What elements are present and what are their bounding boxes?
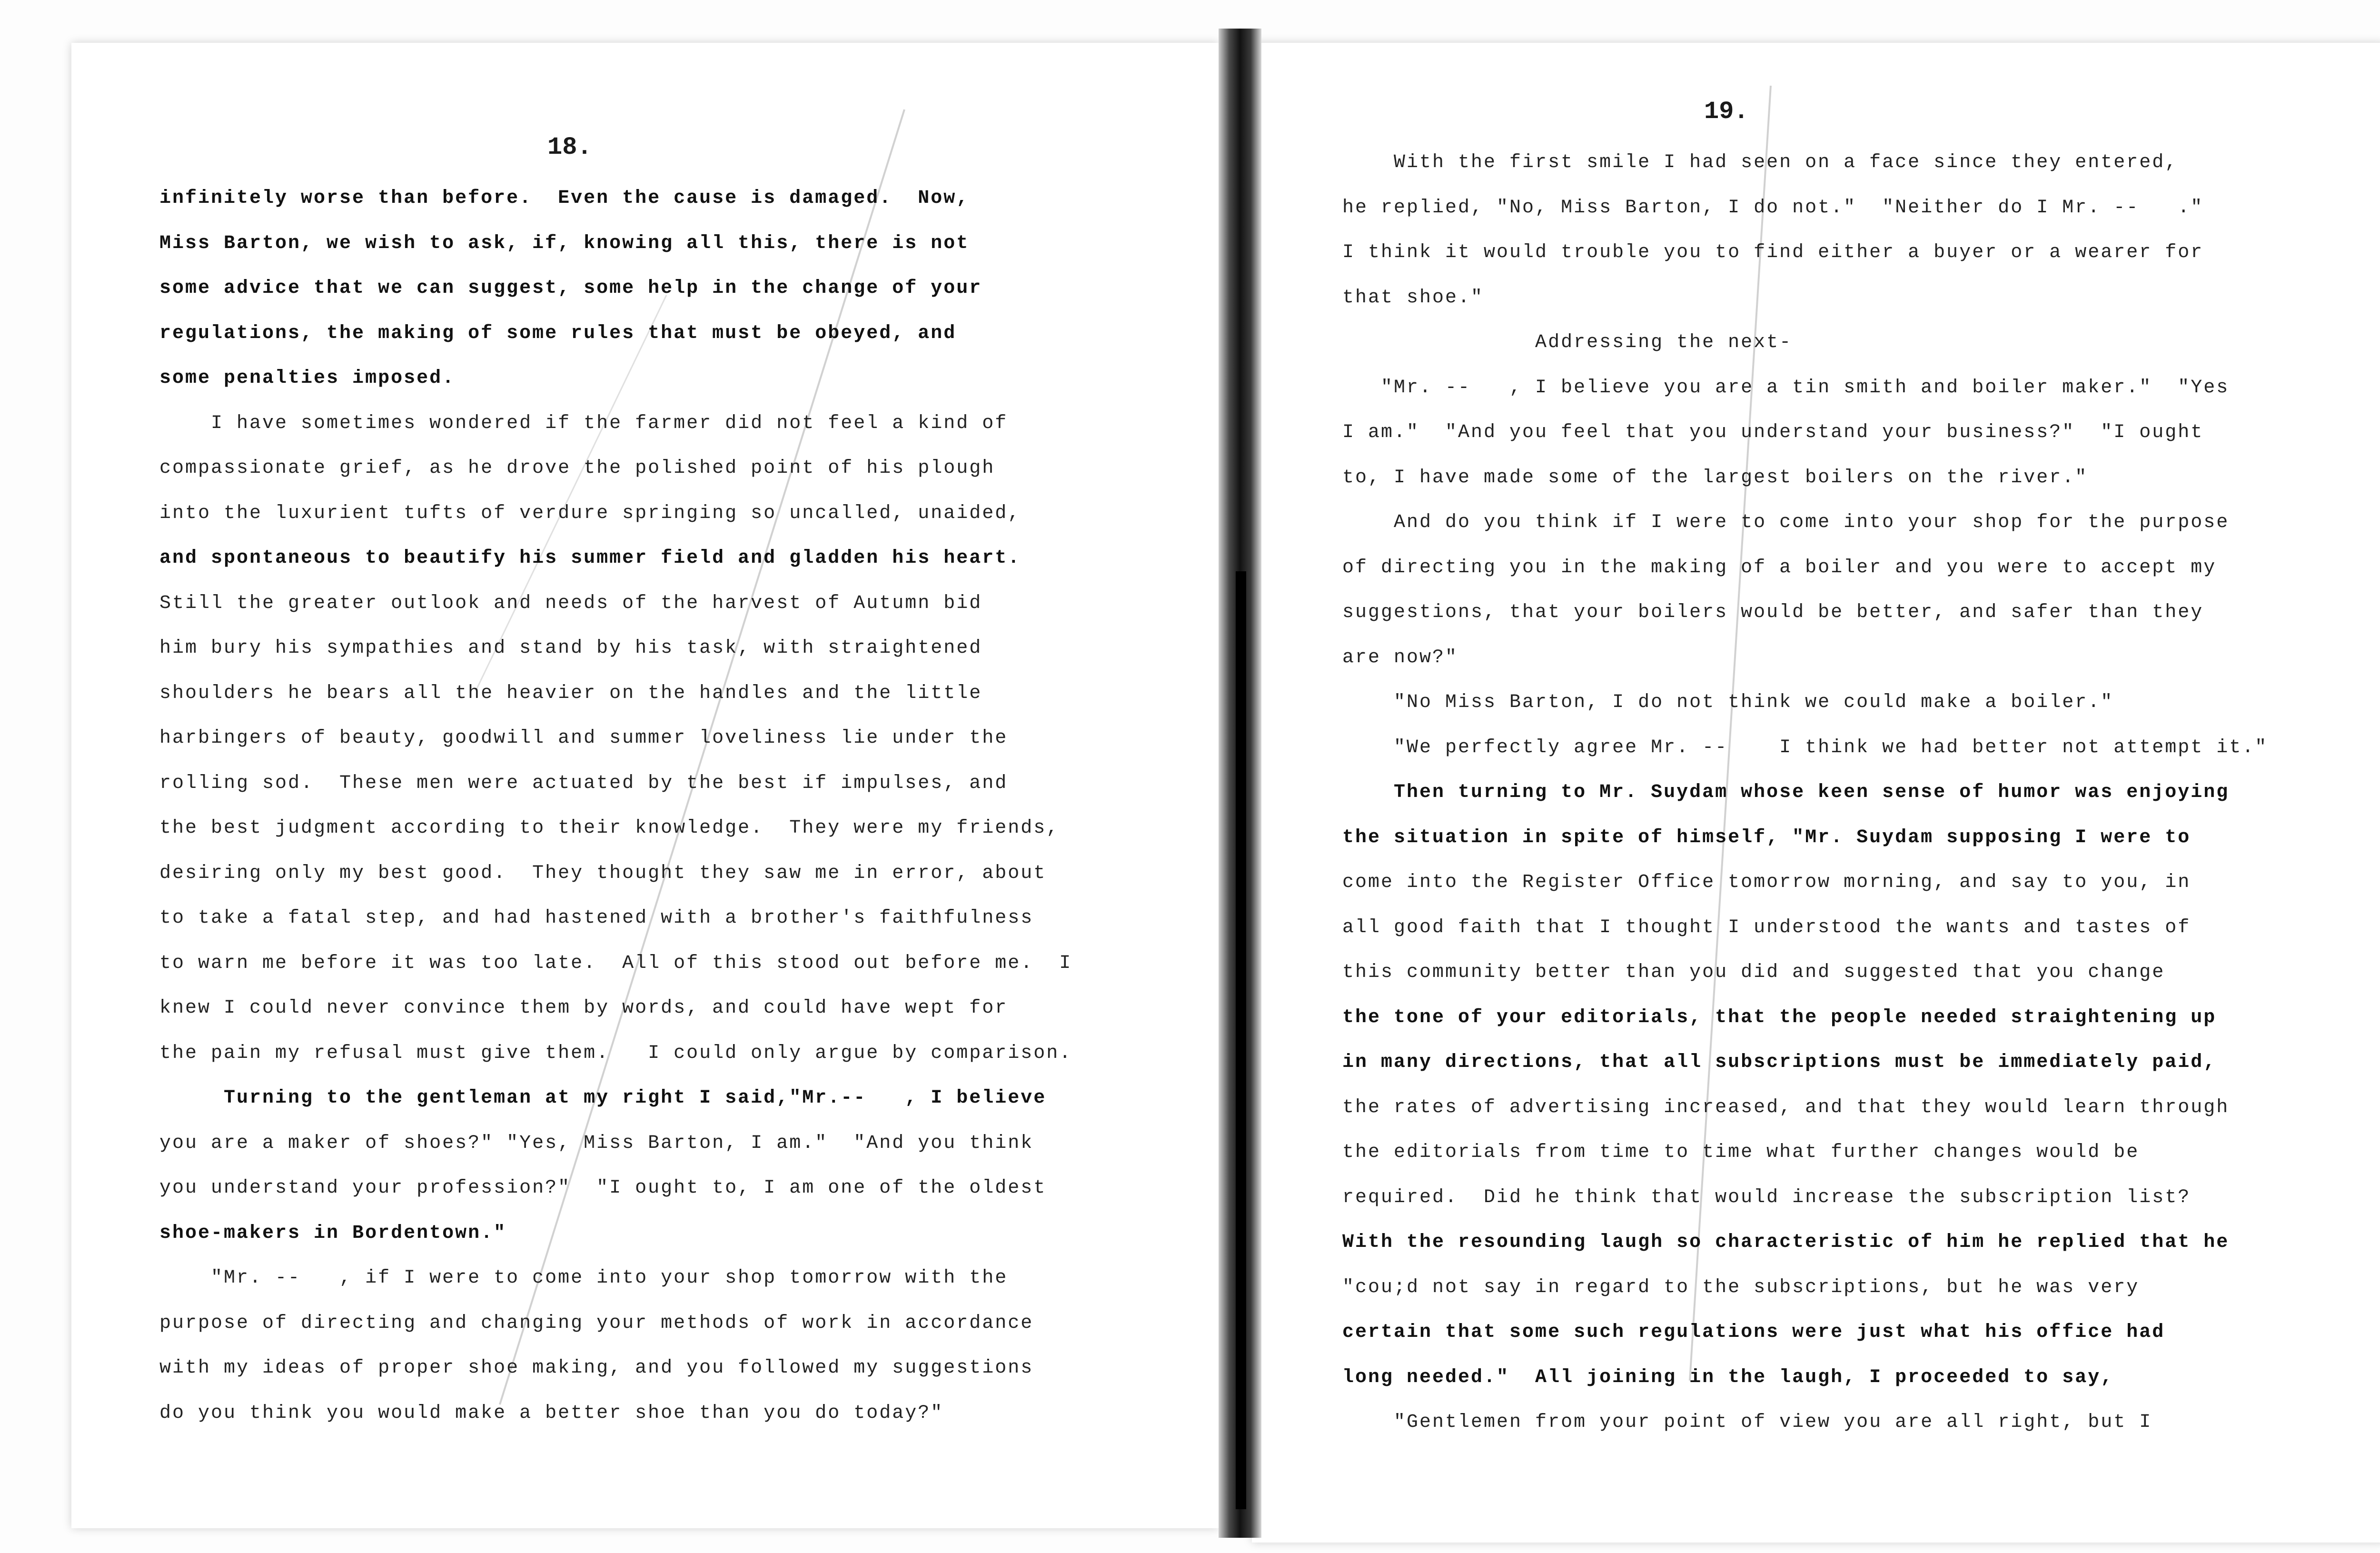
text-line: infinitely worse than before. Even the cause is damaged. Now, bbox=[159, 188, 970, 209]
text-line: "No Miss Barton, I do not think we could make a boiler." bbox=[1342, 692, 2114, 713]
text-line: do you think you would make a better shoe than you do today?" bbox=[159, 1402, 944, 1424]
text-line: "Mr. -- , I believe you are a tin smith and boiler maker." "Yes bbox=[1342, 377, 2230, 398]
text-line: certain that some such regulations were just what his office had bbox=[1342, 1322, 2165, 1343]
text-line: shoulders he bears all the heavier on the handles and the little bbox=[159, 682, 982, 704]
text-line: the rates of advertising increased, and that they would learn through bbox=[1342, 1096, 2230, 1118]
text-line: the best judgment according to their knowledge. They were my friends, bbox=[159, 817, 1060, 839]
text-line: And do you think if I were to come into your shop for the purpose bbox=[1342, 512, 2230, 533]
text-line: With the first smile I had seen on a face since they entered, bbox=[1342, 152, 2178, 173]
text-line: harbingers of beauty, goodwill and summer loveliness lie under the bbox=[159, 727, 1008, 749]
text-line: Still the greater outlook and needs of the harvest of Autumn bid bbox=[159, 592, 982, 614]
text-line: you understand your profession?" "I ought to, I am one of the oldest bbox=[159, 1177, 1047, 1199]
text-line: into the luxurient tufts of verdure springing so uncalled, unaided, bbox=[159, 502, 1021, 524]
text-line: this community better than you did and suggested that you change bbox=[1342, 962, 2165, 983]
text-line: I think it would trouble you to find either a buyer or a wearer for bbox=[1342, 242, 2204, 263]
right-page-text bbox=[1342, 140, 2366, 1445]
text-line: knew I could never convince them by words, and could have wept for bbox=[159, 997, 1008, 1019]
text-line: With the resounding laugh so characteristic of him he replied that he bbox=[1342, 1232, 2230, 1253]
text-line: Addressing the next- bbox=[1342, 332, 1793, 353]
text-line: I have sometimes wondered if the farmer did not feel a kind of bbox=[159, 412, 1008, 434]
text-line: in many directions, that all subscriptions must be immediately paid, bbox=[1342, 1052, 2217, 1073]
text-line: shoe-makers in Bordentown." bbox=[159, 1222, 507, 1244]
text-line: the pain my refusal must give them. I could only argue by comparison. bbox=[159, 1042, 1072, 1064]
text-line: required. Did he think that would increase the subscription list? bbox=[1342, 1186, 2191, 1208]
text-line: the editorials from time to time what further changes would be bbox=[1342, 1142, 2140, 1163]
text-line: he replied, "No, Miss Barton, I do not." "Neither do I Mr. -- ." bbox=[1342, 197, 2204, 219]
text-line: Turning to the gentleman at my right I said,"Mr.-- , I believe bbox=[159, 1087, 1047, 1109]
text-line: some advice that we can suggest, some help in the change of your bbox=[159, 278, 982, 299]
text-line: to, I have made some of the largest boilers on the river." bbox=[1342, 467, 2088, 488]
left-page-number: 18. bbox=[547, 133, 592, 161]
text-line: "cou;d not say in regard to the subscriptions, but he was very bbox=[1342, 1276, 2140, 1298]
text-line: "Mr. -- , if I were to come into your shop tomorrow with the bbox=[159, 1267, 1008, 1289]
text-line: Miss Barton, we wish to ask, if, knowing all this, there is not bbox=[159, 232, 970, 254]
text-line: the tone of your editorials, that the people needed straightening up bbox=[1342, 1006, 2217, 1028]
text-line: of directing you in the making of a boiler and you were to accept my bbox=[1342, 557, 2217, 578]
text-line: the situation in spite of himself, "Mr. Suydam supposing I were to bbox=[1342, 826, 2191, 848]
text-line: to warn me before it was too late. All of this stood out before me. I bbox=[159, 952, 1072, 974]
text-line: "Gentlemen from your point of view you are all right, but I bbox=[1342, 1412, 2152, 1433]
text-line: you are a maker of shoes?" "Yes, Miss Barton, I am." "And you think bbox=[159, 1132, 1034, 1154]
text-line: all good faith that I thought I understood the wants and tastes of bbox=[1342, 916, 2191, 938]
gutter-shadow bbox=[1236, 571, 1246, 1509]
text-line: desiring only my best good. They thought they saw me in error, about bbox=[159, 862, 1047, 884]
text-line: some penalties imposed. bbox=[159, 368, 456, 389]
text-line: Then turning to Mr. Suydam whose keen sense of humor was enjoying bbox=[1342, 782, 2230, 803]
text-line: rolling sod. These men were actuated by the best if impulses, and bbox=[159, 772, 1008, 794]
text-line: I am." "And you feel that you understand your business?" "I ought bbox=[1342, 422, 2204, 443]
text-line: come into the Register Office tomorrow morning, and say to you, in bbox=[1342, 872, 2191, 893]
text-line: to take a fatal step, and had hastened with a brother's faithfulness bbox=[159, 907, 1034, 929]
text-line: long needed." All joining in the laugh, I proceeded to say, bbox=[1342, 1366, 2114, 1388]
text-line: are now?" bbox=[1342, 647, 1458, 668]
text-line: compassionate grief, as he drove the polished point of his plough bbox=[159, 458, 995, 479]
right-page-number: 19. bbox=[1704, 98, 1749, 126]
text-line: and spontaneous to beautify his summer field and gladden his heart. bbox=[159, 548, 1021, 569]
text-line: him bury his sympathies and stand by his task, with straightened bbox=[159, 637, 982, 659]
text-line: purpose of directing and changing your methods of work in accordance bbox=[159, 1312, 1034, 1334]
left-page-text bbox=[159, 176, 1183, 1436]
text-line: with my ideas of proper shoe making, and you followed my suggestions bbox=[159, 1357, 1034, 1379]
text-line: regulations, the making of some rules that must be obeyed, and bbox=[159, 322, 957, 344]
text-line: "We perfectly agree Mr. -- I think we had better not attempt it." bbox=[1342, 737, 2268, 758]
text-line: suggestions, that your boilers would be better, and safer than they bbox=[1342, 602, 2204, 623]
text-line: that shoe." bbox=[1342, 287, 1484, 309]
